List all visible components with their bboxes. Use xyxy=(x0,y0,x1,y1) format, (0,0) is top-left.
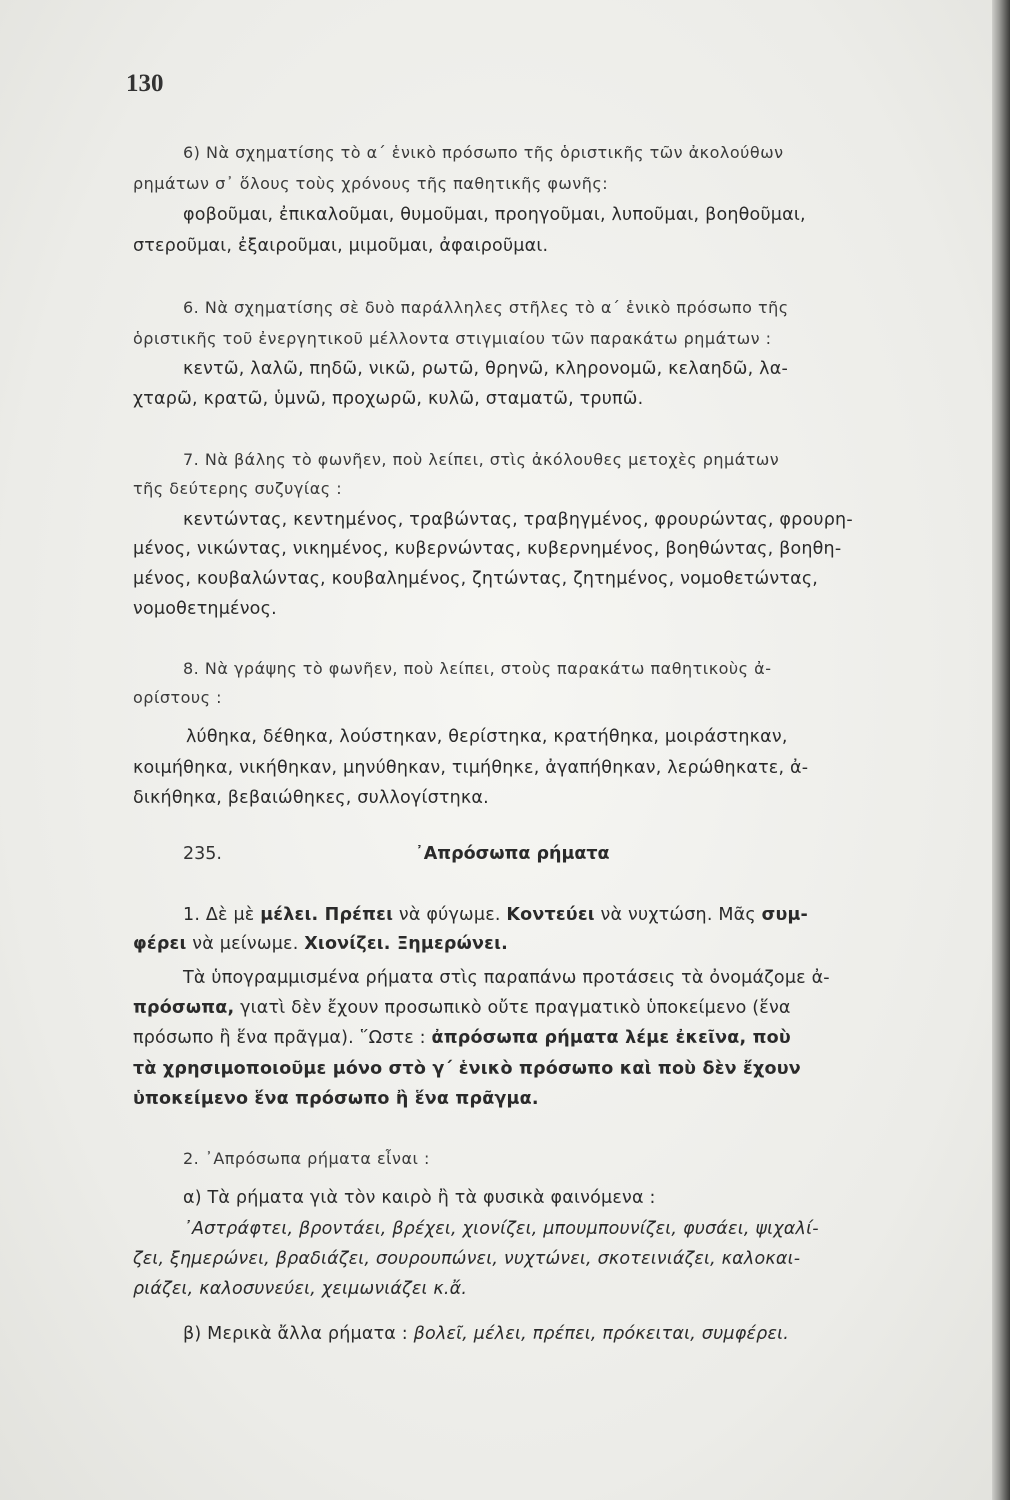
paragraph-1-line-2 xyxy=(133,932,508,956)
text-span: πρόσωπο ἢ ἕνα πρᾶγμα). ῞Ωστε : xyxy=(133,1028,432,1048)
exercise-8-line-2: ορίστους : xyxy=(133,688,223,707)
paragraph-2-line-5: ὑποκείμενο ἕνα πρόσωπο ἢ ἕνα πρᾶγμα. xyxy=(133,1089,539,1109)
exercise-6b-line-4: στεροῦμαι, ἐξαιροῦμαι, μιμοῦμαι, ἀφαιροῦμαι. xyxy=(133,236,549,256)
paragraph-2-line-3 xyxy=(133,1026,791,1050)
paragraph-1-line-1 xyxy=(183,903,808,927)
page-edge-shadow xyxy=(992,0,1010,1500)
exercise-6b-line-2: ρημάτων σ᾿ ὅλους τοὺς χρόνους τῆς παθητικῆς φωνῆς: xyxy=(133,174,609,193)
text-span: γιατὶ δὲν ἔχουν προσωπικὸ οὔτε πραγματικὸ ὑποκείμενο (ἕνα xyxy=(234,998,791,1018)
exercise-7-line-6: νομοθετημένος. xyxy=(133,599,277,619)
exercise-7-line-1: 7. Νὰ βάλης τὸ φωνῆεν, ποὺ λείπει, στὶς ἀκόλουθες μετοχὲς ρημάτων xyxy=(183,450,780,469)
bold-text-span: πρόσωπα, xyxy=(133,998,235,1018)
paragraph-2-line-4: τὰ χρησιμοποιοῦμε μόνο στὸ γ΄ ἑνικὸ πρόσωπο καὶ ποὺ δὲν ἔχουν xyxy=(133,1059,801,1079)
paragraph-3-line-5: ριάζει, καλοσυνεύει, χειμωνιάζει κ.ἄ. xyxy=(133,1279,468,1299)
italic-text-span: βολεῖ, μέλει, πρέπει, πρόκειται, συμφέρει. xyxy=(413,1324,789,1344)
page-number: 130 xyxy=(126,70,164,97)
section-number: 235. xyxy=(183,844,222,864)
text-span: νὰ φύγωμε. xyxy=(393,905,507,925)
paragraph-3-line-2: α) Τὰ ρήματα γιὰ τὸν καιρὸ ἢ τὰ φυσικὰ φαινόμενα : xyxy=(183,1188,656,1208)
exercise-7-line-2: τῆς δεύτερης συζυγίας : xyxy=(133,479,343,498)
exercise-8-line-5: δικήθηκα, βεβαιώθηκες, συλλογίστηκα. xyxy=(133,788,489,808)
exercise-8-line-3: λύθηκα, δέθηκα, λούστηκαν, θερίστηκα, κρατήθηκα, μοιράστηκαν, xyxy=(186,727,788,747)
exercise-6-line-2: ὁριστικῆς τοῦ ἐνεργητικοῦ μέλλοντα στιγμιαίου τῶν παρακάτω ρημάτων : xyxy=(133,329,772,348)
bold-text-span: φέρει xyxy=(133,934,187,954)
exercise-6-line-1: 6. Νὰ σχηματίσης σὲ δυὸ παράλληλες στῆλες τὸ α΄ ἑνικὸ πρόσωπο τῆς xyxy=(183,298,789,317)
exercise-8-line-4: κοιμήθηκα, νικήθηκαν, μηνύθηκαν, τιμήθηκε, ἀγαπήθηκαν, λερώθηκατε, ἀ- xyxy=(133,758,809,778)
exercise-7-line-3: κεντώντας, κεντημένος, τραβώντας, τραβηγμένος, φρουρώντας, φρουρη- xyxy=(183,510,853,530)
section-title: ᾿Απρόσωπα ρήματα xyxy=(415,844,610,864)
bold-text-span: μέλει. Πρέπει xyxy=(260,905,394,925)
bold-text-span: Κοντεύει xyxy=(506,905,595,925)
paragraph-3-line-3: ᾿Αστράφτει, βροντάει, βρέχει, χιονίζει, μπουμπουνίζει, φυσάει, ψιχαλί- xyxy=(183,1219,819,1239)
exercise-6b-line-1: 6) Νὰ σχηματίσης τὸ α΄ ἑνικὸ πρόσωπο τῆς ὁριστικῆς τῶν ἀκολούθων xyxy=(183,143,784,162)
paragraph-3-line-4: ζει, ξημερώνει, βραδιάζει, σουρουπώνει, νυχτώνει, σκοτεινιάζει, καλοκαι- xyxy=(133,1249,801,1269)
bold-text-span: Χιονίζει. Ξημερώνει. xyxy=(304,934,508,954)
bold-text-span: ἀπρόσωπα ρήματα λέμε ἐκεῖνα, ποὺ xyxy=(431,1028,791,1048)
paragraph-2-line-1: Τὰ ὑπογραμμισμένα ρήματα στὶς παραπάνω προτάσεις τὰ ὀνομάζομε ἀ- xyxy=(183,968,830,988)
exercise-8-line-1: 8. Νὰ γράψης τὸ φωνῆεν, ποὺ λείπει, στοὺς παρακάτω παθητικοὺς ἀ- xyxy=(183,659,772,678)
bold-text-span: συμ- xyxy=(761,905,809,925)
paragraph-3-line-6 xyxy=(183,1322,789,1346)
exercise-6-line-3: κεντῶ, λαλῶ, πηδῶ, νικῶ, ρωτῶ, θρηνῶ, κληρονομῶ, κελαηδῶ, λα- xyxy=(183,359,788,379)
paragraph-3-line-1: 2. ᾿Απρόσωπα ρήματα εἶναι : xyxy=(183,1149,430,1168)
exercise-7-line-5: μένος, κουβαλώντας, κουβαλημένος, ζητώντας, ζητημένος, νομοθετώντας, xyxy=(133,569,819,589)
exercise-6b-line-3: φοβοῦμαι, ἐπικαλοῦμαι, θυμοῦμαι, προηγοῦμαι, λυποῦμαι, βοηθοῦμαι, xyxy=(183,205,806,225)
text-span: 1. Δὲ μὲ xyxy=(183,905,261,925)
exercise-7-line-4: μένος, νικώντας, νικημένος, κυβερνώντας, κυβερνημένος, βοηθώντας, βοηθη- xyxy=(133,539,842,559)
exercise-6-line-4: χταρῶ, κρατῶ, ὑμνῶ, προχωρῶ, κυλῶ, σταματῶ, τρυπῶ. xyxy=(133,389,644,409)
text-span: νὰ μείνωμε. xyxy=(186,934,305,954)
text-span: νὰ νυχτώση. Μᾶς xyxy=(594,905,762,925)
text-span: β) Μερικὰ ἄλλα ρήματα : xyxy=(183,1324,414,1344)
paragraph-2-line-2 xyxy=(133,996,791,1020)
